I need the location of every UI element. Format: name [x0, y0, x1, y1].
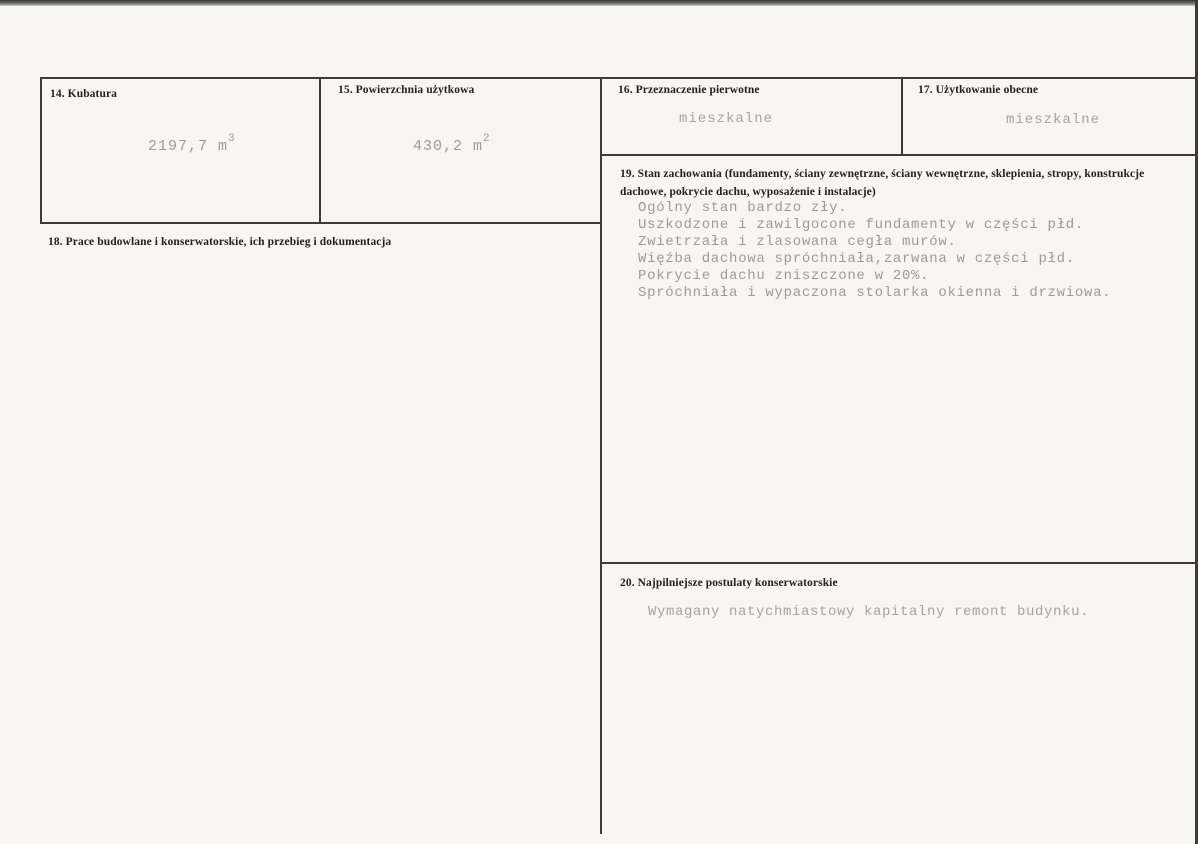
divider-14-15 — [319, 77, 321, 222]
prace-label: 18. Prace budowlane i konserwatorskie, ich przebieg i dokumentacja — [48, 236, 392, 248]
stan-line: Pokrycie dachu zniszczone w 20%. — [638, 268, 930, 284]
powierzchnia-value: 430,2 $m^2$ — [413, 133, 491, 155]
frame-top-border — [40, 77, 1195, 79]
powierzchnia-label: 15. Powierzchnia użytkowa — [338, 84, 475, 96]
divider-16-17 — [901, 77, 903, 155]
postulaty-label: 20. Najpilniejsze postulaty konserwatorskie — [620, 577, 838, 589]
scan-top-edge — [0, 0, 1198, 6]
stan-line: Więźba dachowa spróchniała,zarwana w części płd. — [638, 251, 1075, 267]
divider-main-column — [600, 77, 602, 834]
przeznaczenie-label: 16. Przeznaczenie pierwotne — [618, 84, 760, 96]
stan-label: 19. Stan zachowania (fundamenty, ściany zewnętrzne, ściany wewnętrzne, sklepienia, stropy, konstrukcje dachowe, pokrycie dachu, wyposażenie i instalacje) — [620, 168, 1145, 198]
stan-line: Zwietrzała i zlasowana cegła murów. — [638, 234, 957, 250]
divider-row-19-20 — [601, 562, 1195, 564]
stan-line: Uszkodzone i zawilgocone fundamenty w części płd. — [638, 217, 1084, 233]
frame-left-border — [40, 77, 42, 222]
stan-line: Spróchniała i wypaczona stolarka okienna i drzwiowa. — [638, 285, 1112, 301]
przeznaczenie-value: mieszkalne — [679, 111, 774, 127]
kubatura-value: 2197,7 $m^3$ — [148, 133, 236, 155]
uzytkowanie-label: 17. Użytkowanie obecne — [918, 84, 1039, 96]
postulaty-value: Wymagany natychmiastowy kapitalny remont budynku. — [648, 604, 1090, 620]
uzytkowanie-value: mieszkalne — [1006, 112, 1101, 128]
stan-line: Ogólny stan bardzo zły. — [638, 200, 848, 216]
stan-text — [638, 200, 1111, 302]
divider-row-16-19 — [601, 154, 1195, 156]
kubatura-label: 14. Kubatura — [50, 88, 118, 100]
divider-row-14-18 — [40, 222, 601, 224]
